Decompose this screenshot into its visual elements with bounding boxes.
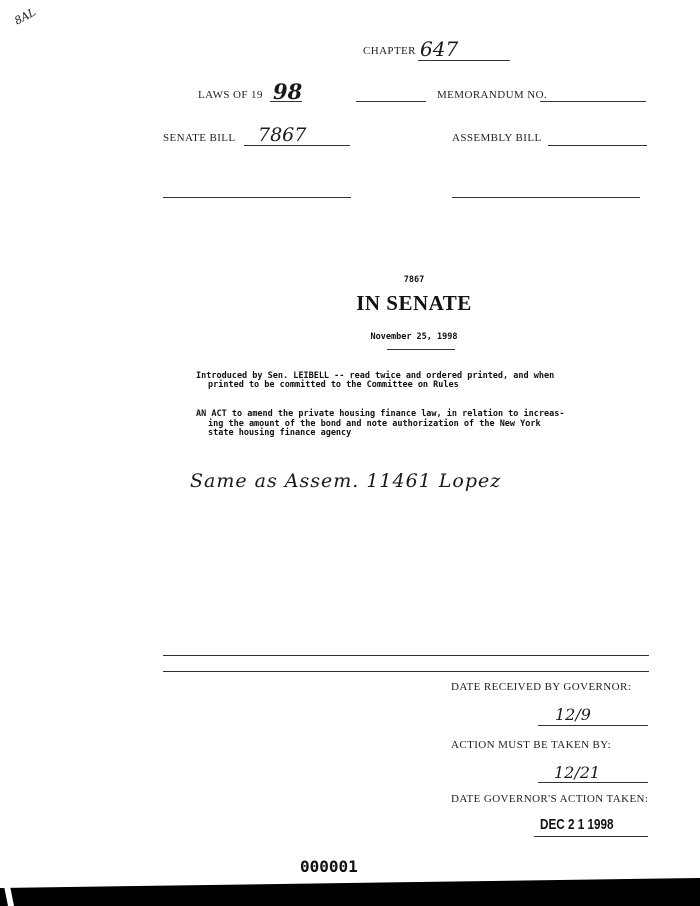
laws-label: LAWS OF 19 bbox=[198, 89, 263, 101]
date-received-underline bbox=[538, 725, 648, 726]
chapter-underline bbox=[418, 60, 510, 61]
laws-value: 98 bbox=[273, 79, 303, 104]
assembly-bill-underline bbox=[548, 145, 647, 146]
act-line-2: ing the amount of the bond and note authorization of the New York bbox=[208, 419, 541, 429]
action-taken-underline bbox=[534, 836, 648, 837]
senate-bill-value: 7867 bbox=[258, 124, 307, 146]
bill-date: November 25, 1998 bbox=[370, 332, 458, 342]
date-received-label: DATE RECEIVED BY GOVERNOR: bbox=[451, 681, 632, 693]
bill-number: 7867 bbox=[403, 275, 425, 285]
action-by-label: ACTION MUST BE TAKEN BY: bbox=[451, 739, 612, 751]
handwritten-same-as: Same as Assem. 11461 Lopez bbox=[190, 470, 502, 492]
bill-house-title: IN SENATE bbox=[356, 291, 472, 315]
act-line-1 bbox=[196, 409, 564, 419]
act-prefix: AN ACT bbox=[196, 409, 227, 419]
memorandum-underline bbox=[540, 101, 646, 102]
introduced-line-1: Introduced by Sen. LEIBELL -- read twice and ordered printed, and when bbox=[196, 371, 555, 381]
action-taken-label: DATE GOVERNOR'S ACTION TAKEN: bbox=[451, 793, 649, 805]
rule-bottom bbox=[163, 671, 649, 672]
page-number: 000001 bbox=[300, 857, 358, 876]
laws-underline bbox=[270, 101, 302, 102]
chapter-value: 647 bbox=[420, 37, 459, 61]
scan-edge-band bbox=[0, 868, 700, 906]
senate-bill-underline bbox=[244, 145, 350, 146]
chapter-label: CHAPTER bbox=[363, 45, 416, 57]
laws-blank-line bbox=[356, 101, 426, 102]
assembly-bill-label: ASSEMBLY BILL bbox=[452, 132, 542, 144]
act-line-1-text: to amend the private housing finance law, in relation to increas- bbox=[231, 409, 565, 419]
action-by-underline bbox=[538, 782, 648, 783]
date-received-value: 12/9 bbox=[555, 705, 591, 724]
bill-date-rule bbox=[387, 349, 455, 350]
action-taken-stamp: DEC 2 1 1998 bbox=[540, 816, 614, 833]
blank-line-right bbox=[452, 197, 640, 198]
rule-top bbox=[163, 655, 649, 656]
corner-note: 8AL bbox=[12, 5, 38, 28]
act-line-3: state housing finance agency bbox=[208, 428, 352, 438]
introduced-line-2: printed to be committed to the Committee on Rules bbox=[208, 380, 459, 390]
senate-bill-label: SENATE BILL bbox=[163, 132, 236, 144]
blank-line-left bbox=[163, 197, 351, 198]
memorandum-label: MEMORANDUM NO. bbox=[437, 89, 548, 101]
action-by-value: 12/21 bbox=[554, 763, 601, 782]
